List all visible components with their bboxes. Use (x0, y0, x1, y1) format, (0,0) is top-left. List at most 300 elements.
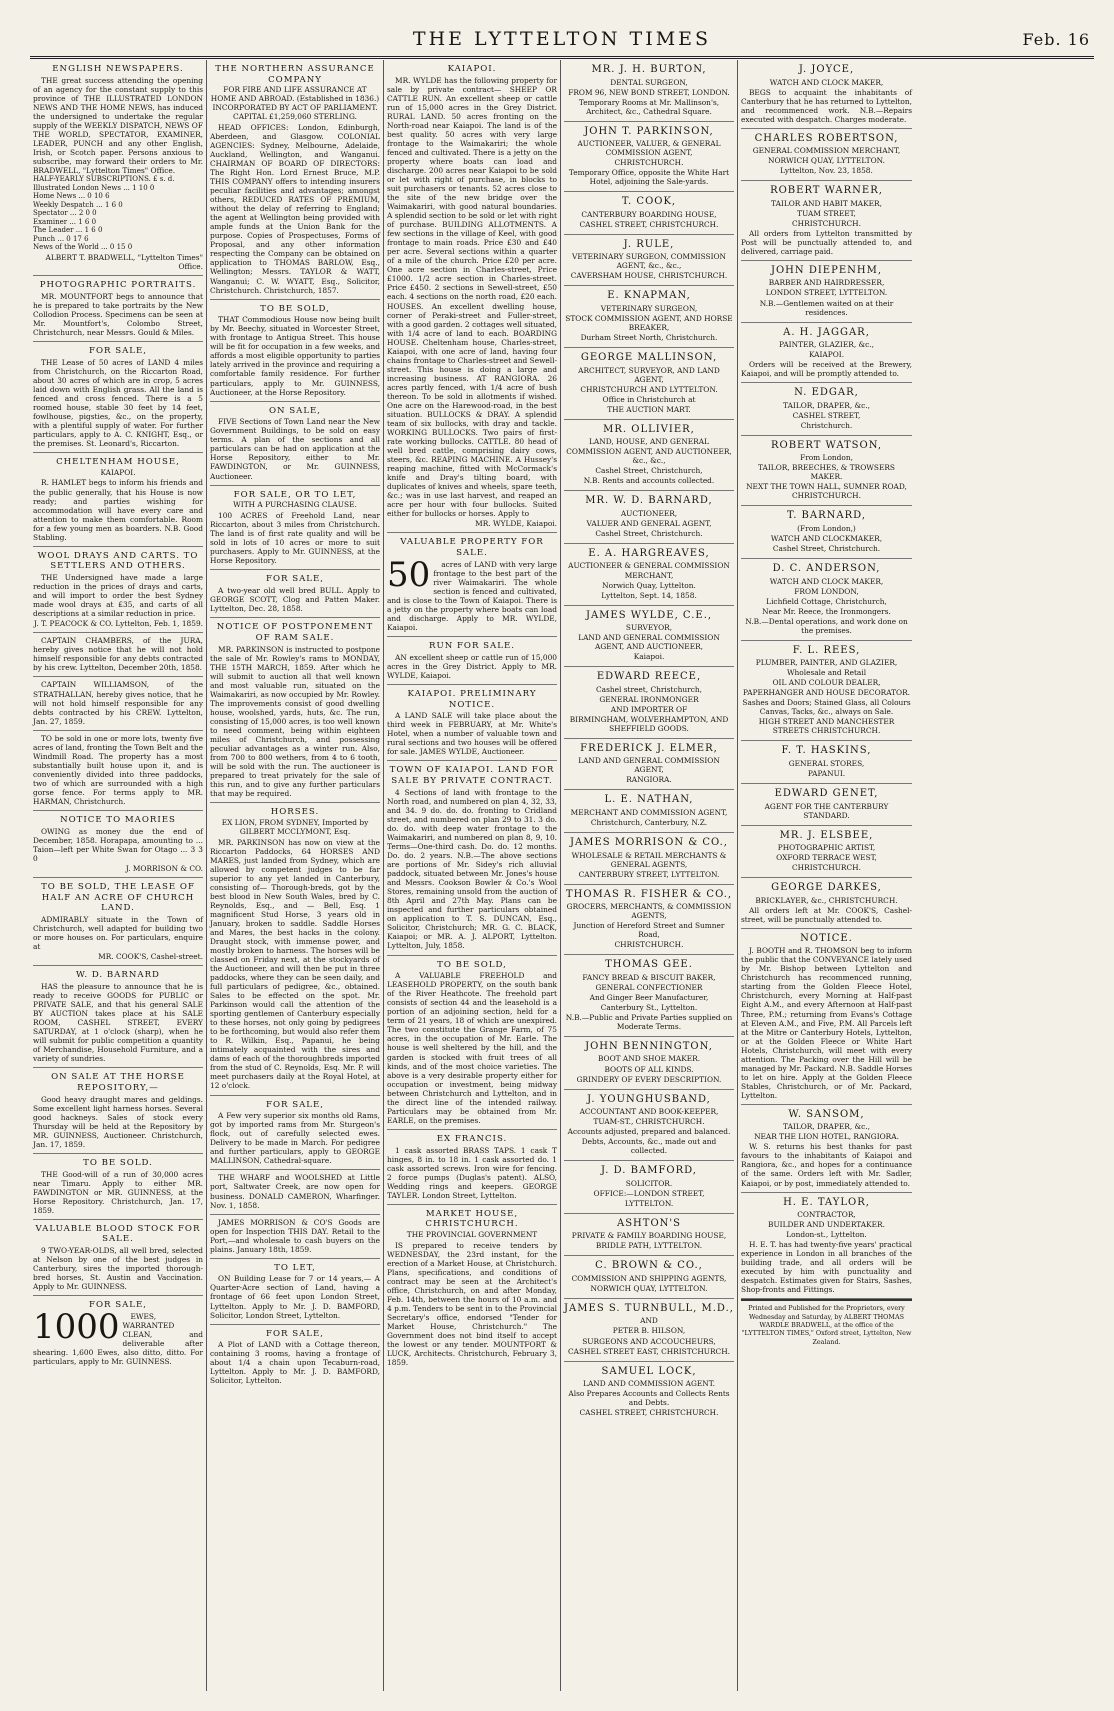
ad-heading: FOR SALE, (265, 1328, 324, 1339)
ad-signature: MR. COOK'S, Cashel-street. (98, 952, 203, 962)
business-line: CANTERBURY STREET, LYTTELTON. (578, 869, 720, 879)
ad-heading: TO LET, (274, 1262, 316, 1273)
subscription-rate: HALF-YEARLY SUBSCRIPTIONS. £ s. d. (33, 175, 175, 184)
business-line: LAND, HOUSE, AND GENERAL (588, 437, 709, 447)
business-card (564, 1214, 734, 1257)
ad-body: acres of LAND with very large frontage to the best part of the river Waimakariri. The whole section is fenced and cultivated, and is close to the Town of Kaiapoi. There is a jetty on the property where boats can load and discharge. Apply to MR. WYLDE, Kaiapoi. (387, 559, 557, 632)
business-line: TAILOR AND HABIT MAKER, (771, 198, 882, 208)
ad-body: OWING as money due the end of December, 1858. Horapapa, amounting to ... Taion—left per White Swan for Otago ... 3 3 0 (33, 826, 203, 863)
ad-body: MR. WYLDE has the following property for sale by private contract— SHEEP OR CATTLE RUN. An excellent sheep or cattle run of 15,000 acres in the Grey District. RURAL LAND. 50 acres fronting on the North-road near Kaiapoi. The land is of the best quality. 50 acres with very large frontage to the Waimakariri; the whole fenced and cultivated. There is a jetty on the property where boats can load and discharge. 200 acres near Kaiapoi to be sold or let with right of purchase, in blocks to suit purchasers or tenants. 52 acres close to the site of the new bridge over the Waimakariri, with good natural boundaries. A splendid section to be sold or let with right of purchase. BUILDING ALLOTMENTS. A few sections in the village of Keel, with good frontage to main roads. Price £30 and £40 per acre. Several sections within a quarter of a mile of the church. Price £20 per acre. One acre section in Charles-street, Price £1000. 1/2 acre section in Charles-street. Price £450. 2 sections in Sewell-street, £50 each. 4 sections on the north road, £20 each. HOUSES. An excellent dwelling house, corner of Peraki-street and Fuller-street, with a good garden. 2 cottages well situated, with 1/4 acre of land to each. BOARDING HOUSE. Cheltenham house, Charles-street, Kaiapoi, with one acre of land, having four chains frontage to Charles-street and Sewell-street. This house is doing a large and increasing business. AT RANGIORA. 26 acres partly fenced, with 1/4 acre of bush thereon. To be sold in allotments if wished. One acre on the Harewood-road, in the best situation. BULLOCKS & DRAY. A splendid team of six bullocks, with dray and tackle. WORKING BULLOCKS. Two pairs of first-rate working bullocks. CATTLE. 80 head of well bred cattle, comprising dairy cows, steers, &c. REAPING MACHINE. A Hussey's reaping machine, fitted with McCormack's knife and Dray's tilting board, with duplicates of knives and wheels, spare teeth, &c.; was in use last harvest, and reaped an acre per hour with four bullocks. Suited either for bullocks or horses. Apply to (387, 75, 557, 519)
newspaper-title: THE LYTTELTON TIMES (412, 28, 712, 50)
business-line: ARCHITECT, SURVEYOR, AND LAND AGENT, (578, 365, 720, 384)
advertisement (210, 1215, 380, 1259)
business-line: AUCTIONEER, (620, 508, 678, 518)
business-line: Temporary Office, opposite the White Hart Hotel, adjoining the Sale-yards. (568, 168, 730, 187)
advertisement (210, 60, 380, 300)
ad-subheading: KAIAPOI. (100, 467, 136, 477)
business-line: Christchurch. (800, 420, 853, 430)
business-line: NORWICH QUAY, LYTTELTON. (768, 156, 885, 166)
business-line: CHRISTCHURCH AND LYTTELTON. (580, 384, 718, 394)
business-line: OXFORD TERRACE WEST, (776, 853, 877, 863)
business-line: N.B.—Gentlemen waited on at their residences. (759, 298, 894, 317)
business-card (741, 826, 912, 879)
business-card (564, 1090, 734, 1162)
business-text: BEGS to acquaint the inhabitants of Canterbury that he has returned to Lyttelton, and recommenced work. N.B.—Repairs executed with despatch. Charges moderate. (741, 87, 912, 124)
business-line: NEXT THE TOWN HALL, SUMNER ROAD, CHRISTCHURCH. (746, 482, 907, 501)
business-line: BRICKLAYER, &c., CHRISTCHURCH. (755, 895, 898, 905)
ad-heading: NOTICE TO MAORIES (60, 814, 176, 825)
ad-body: EWES, WARRANTED CLEAN, and deliverable after shearing. 1,600 Ewes, also ditto, ditto. For particulars, apply to Mr. GUINNESS. (33, 1312, 203, 1367)
ad-subheading: WITH A PURCHASING CLAUSE. (233, 500, 357, 510)
ad-body: JAMES MORRISON & CO'S Goods are open for Inspection THIS DAY. Retail to the Port,—and wholesale to cash buyers on the plains. January 18th, 1859. (210, 1217, 380, 1254)
advertisement (387, 1130, 557, 1205)
business-line: CHRISTCHURCH. (614, 158, 684, 168)
business-line: London-st., Lyttelton. (786, 1230, 867, 1240)
ad-body: A VALUABLE FREEHOLD and LEASEHOLD PROPERTY, on the south bank of the River Heathcote. The freehold part consists of section 44 and the leasehold is a portion of an adjoining section, held for a term of 21 years, 18 of which are unexpired. The two constitute the Grange Farm, of 75 acres, in the occupation of Mr. Earle. The house is well sheltered by the hill, and the garden is stocked with fruit trees of all kinds, and of the most choice varieties. The above is a very desirable property either for occupation or investment, being midway between Christchurch and Lyttelton, and in the direct line of the intended railway. Particulars may be obtained from Mr. EARLE, on the premises. (387, 971, 557, 1125)
column-3 (384, 60, 561, 1691)
business-name: EDWARD GENET, (774, 788, 879, 800)
business-line: CAVERSHAM HOUSE, CHRISTCHURCH. (570, 271, 728, 281)
subscription-rate: Home News ... 0 10 6 (33, 192, 110, 201)
business-line: Cashel Street, Christchurch. (595, 528, 703, 538)
advertisement (387, 956, 557, 1130)
business-card (564, 420, 734, 492)
ad-body: THAT Commodious House now being built by Mr. Beechy, situated in Worcester Street, with frontage to Antigua Street. This house will be fit for occupation in a few weeks, and affords a most eligible opportunity to parties lately arrived in the province and requiring a comfortable family residence. For further particulars, apply to Mr. GUINNESS, Auctioneer, at the Horse Repository. (210, 315, 380, 397)
ad-heading: VALUABLE PROPERTY FOR SALE. (400, 537, 544, 559)
advertisement (210, 1325, 380, 1390)
business-line: Lyttelton, Nov. 23, 1858. (780, 166, 873, 176)
business-card (741, 641, 912, 742)
advertisement (33, 1296, 203, 1370)
ad-heading: EX FRANCIS. (436, 1133, 508, 1144)
ad-heading: ENGLISH NEWSPAPERS. (52, 64, 184, 74)
business-name: D. C. ANDERSON, (772, 563, 881, 575)
business-name: MR. OLLIVIER, (603, 423, 695, 435)
ad-subheading: EX LION, FROM SYDNEY, Imported by GILBERT MCCLYMONT, Esq. (221, 817, 369, 836)
business-card (564, 60, 734, 122)
business-line: TAILOR, BREECHES, & TROWSERS MAKER. (758, 463, 895, 482)
advertisement (33, 677, 203, 730)
ad-body: A Plot of LAND with a Cottage thereon, containing 3 rooms, having a frontage of about 1/4 a chain upon Tecaburn-road, Lyttelton. Apply to Mr. J. D. BAMFORD, Solicitor, Lyttelton. (210, 1340, 380, 1386)
ad-body: IS prepared to receive tenders by WEDNESDAY, the 23rd instant, for the erection of a Market House, at Christchurch. Plans, specifications, and conditions of contract may be seen at the Architect's office, Christchurch, on and after Monday, Feb. 14th, between the hours of 10 a.m. and 4 p.m. Tenders to be sent in to the Provincial Secretary's office, endorsed "Tender for Market House, Christchurch." The Government does not bind itself to accept the lowest or any tender. MOUNTFORT & LUCK, Architects. Christchurch, February 3, 1859. (387, 1241, 557, 1368)
business-card (741, 784, 912, 826)
business-text: All orders left at Mr. COOK'S, Cashel-street, will be punctually attended to. (741, 905, 912, 924)
advertisement (387, 1205, 557, 1372)
business-line: CONTRACTOR, (797, 1210, 856, 1220)
advertisement (387, 533, 557, 637)
ad-body: CAPTAIN WILLIAMSON, of the STRATHALLAN, hereby gives notice, that he will not hold himself responsible for any debts contracted by his CREW. Lyttelton, Jan. 27, 1859. (33, 680, 203, 726)
business-line: OFFICE:—LONDON STREET, (593, 1188, 705, 1198)
masthead (30, 22, 1094, 59)
business-line: VETERINARY SURGEON, (600, 303, 698, 313)
ad-subheading: FOR FIRE AND LIFE ASSURANCE AT HOME AND ABROAD. (Established in 1836.) INCORPORATED BY ACT OF PARLIAMENT. CAPITAL £1,259,060 STERLING. (210, 85, 380, 122)
business-line: BOOTS OF ALL KINDS. (604, 1064, 694, 1074)
business-line: N.B.—Dental operations, and work done on the premises. (745, 616, 908, 635)
printers-imprint: Printed and Published for the Proprietors, every Wednesday and Saturday, by ALBERT THOMAS WARDLE BRADWELL, at the office of the "LYTTELTON TIMES," Oxford street, Lyttelton, New Zealand. (741, 1299, 912, 1346)
business-card (564, 1037, 734, 1090)
business-line: CASHEL STREET EAST, CHRISTCHURCH. (567, 1346, 731, 1356)
business-name: E. KNAPMAN, (607, 290, 691, 302)
advertisement (210, 402, 380, 486)
ad-body: 100 ACRES of Freehold Land, near Riccarton, about 3 miles from Christchurch. The land is of first rate quality and will be sold in lots of 10 acres or more to suit purchasers. Apply to Mr. GUINNESS, at the Horse Repository. (210, 511, 380, 566)
business-line: STOCK COMMISSION AGENT, AND HORSE BREAKER, (565, 313, 733, 332)
business-line: Wholesale and Retail (786, 668, 867, 678)
business-line: GRINDERY OF EVERY DESCRIPTION. (576, 1074, 722, 1084)
column-5 (738, 60, 915, 1691)
business-line: VALUER AND GENERAL AGENT, (586, 518, 712, 528)
business-card (564, 286, 734, 348)
business-line: Sashes and Doors; Stained Glass, all Colours Canvas, Tacks, &c., always on Sale. (742, 698, 911, 717)
business-line: BRIDLE PATH, LYTTELTON. (595, 1241, 703, 1251)
ad-signature: ALBERT T. BRADWELL, "Lyttelton Times" Office. (45, 252, 203, 271)
business-line: (From London,) (797, 523, 856, 533)
business-line: GENERAL STORES, (788, 758, 865, 768)
ad-body: THE WHARF and WOOLSHED at Little port, Saltwater Creek, are now open for business. DONALD CAMERON, Wharfinger. Nov. 1, 1858. (210, 1173, 380, 1210)
ad-body: THE Undersigned have made a large reduction in the prices of drays and carts, and will import to order the best Sydney made wool drays at £35, and carts of all descriptions at a similar reduction in price. (33, 573, 203, 619)
business-line: AUCTIONEER, VALUER, & GENERAL COMMISSION AGENT, (577, 139, 721, 158)
business-line: Kaiapoi. (633, 652, 665, 662)
business-line: NORWICH QUAY, LYTTELTON. (590, 1283, 708, 1293)
advertisement (33, 60, 203, 276)
business-text: All orders from Lyttelton transmitted by Post will be punctually attended to, and delivered, carriage paid. (741, 228, 912, 256)
business-line: AND (640, 1316, 658, 1326)
business-line: CHRISTCHURCH. (792, 218, 861, 228)
business-card (564, 491, 734, 544)
ad-body: ADMIRABLY situate in the Town of Christchurch, well adapted for building two or more houses on. For particulars, enquire at (33, 914, 203, 952)
issue-date: Feb. 16 (1022, 30, 1090, 49)
business-line: Durham Street North, Christchurch. (580, 333, 718, 343)
business-line: PAPERHANGER AND HOUSE DECORATOR. (742, 688, 911, 698)
business-card (564, 739, 734, 791)
business-line: DENTAL SURGEON, (610, 77, 688, 87)
ad-body: FIVE Sections of Town Land near the New Government Buildings, to be sold on easy terms. A plan of the sections and all particulars can be had on application at the Horse Repository, either to Mr. FAWDINGTON, or Mr. GUINNESS, Auctioneer. (210, 417, 380, 481)
ad-large-figure: 50 (387, 554, 431, 595)
business-line: AUCTIONEER & GENERAL COMMISSION MERCHANT, (568, 561, 730, 580)
business-name: MR. J. ELSBEE, (779, 829, 874, 841)
business-line: SURVEYOR, (625, 623, 673, 633)
advertisement (33, 633, 203, 677)
ad-heading: FOR SALE, (88, 1300, 147, 1311)
ad-signature: J. MORRISON & CO. (125, 863, 203, 873)
ad-subheading: THE PROVINCIAL GOVERNMENT (406, 1230, 538, 1240)
advertisement (387, 761, 557, 955)
business-name: CHARLES ROBERTSON, (754, 132, 899, 144)
business-name: C. BROWN & CO., (595, 1260, 703, 1272)
business-line: Near Mr. Reece, the Ironmongers. (762, 606, 891, 616)
business-line: CANTERBURY BOARDING HOUSE, (581, 209, 717, 219)
business-card (564, 885, 734, 956)
business-line: Canterbury St., Lyttelton. (600, 1002, 698, 1012)
ad-heading: FOR SALE, (265, 574, 324, 585)
advertisement (33, 811, 203, 878)
ad-heading: PHOTOGRAPHIC PORTRAITS. (39, 279, 197, 290)
business-line: CHRISTCHURCH. (614, 940, 684, 950)
business-card (564, 544, 734, 606)
ad-body: 9 TWO-YEAR-OLDS, all well bred, selected at Nelson by one of the best judges in Canterbury, sires the imported thorough-bred horses, St. Austin and Vaccination. Apply to Mr. GUINNESS. (33, 1246, 203, 1292)
business-line: And Ginger Beer Manufacturer, (589, 992, 709, 1002)
business-text: H. E. T. has had twenty-five years' practical experience in London in all branches of the building trade, and all orders will be executed by him with punctuality and despatch. Estimates given for Stairs, Sashes, Shop-fronts and Fittings. (741, 1240, 912, 1295)
business-card (564, 122, 734, 193)
business-line: PLUMBER, PAINTER, AND GLAZIER, (755, 658, 898, 668)
business-line: FROM 96, NEW BOND STREET, LONDON. (568, 87, 730, 97)
advertisement (33, 342, 203, 453)
subscription-rate: Illustrated London News ... 1 10 0 (33, 183, 155, 192)
business-line: BARBER AND HAIRDRESSER, (768, 278, 885, 288)
advertisement (33, 1068, 203, 1154)
advertisement (387, 60, 557, 533)
business-line: Cashel Street, Christchurch, (595, 466, 703, 476)
subscription-rate: News of the World ... 0 15 0 (33, 243, 133, 252)
ad-signature: MR. WYLDE, Kaiapoi. (475, 519, 557, 529)
ad-heading: NOTICE OF POSTPONEMENT OF RAM SALE. (216, 622, 374, 643)
business-name: J. JOYCE, (798, 64, 855, 75)
business-name: A. H. JAGGAR, (783, 326, 870, 338)
business-card (741, 383, 912, 436)
business-card (564, 1299, 734, 1362)
subscription-rate: Spectator ... 2 0 0 (33, 209, 97, 218)
business-name: ROBERT WATSON, (770, 439, 883, 451)
business-line: TUAM-ST., CHRISTCHURCH. (593, 1117, 705, 1127)
business-line: WATCH AND CLOCK MAKER, (769, 77, 884, 87)
ad-body: THE Good-will of a run of 30,000 acres near Timaru. Apply to either MR. FAWDINGTON or MR. GUINNESS, at the Horse Repository. Christchurch, Jan. 17, 1859. (33, 1169, 203, 1215)
business-name: SAMUEL LOCK, (601, 1365, 697, 1377)
ad-heading: ON SALE, (268, 405, 322, 416)
business-line: Also Prepares Accounts and Collects Rents and Debts. (568, 1389, 730, 1408)
ad-body: ON Building Lease for 7 or 14 years,— A Quarter-Acre section of Land, having a frontage of 66 feet upon London Street, Lyttelton. Apply to Mr. J. D. BAMFORD, Solicitor, London Street, Lyttelton. (210, 1274, 380, 1320)
advertisement (210, 486, 380, 571)
ad-body: MR. MOUNTFORT begs to announce that he is prepared to take portraits by the New Collodion Process. Specimens can be seen at Mr. Mountfort's, Colombo Street, Christchurch, near Messrs. Gould & Miles. (33, 291, 203, 337)
advertisement (33, 1154, 203, 1220)
business-line: HIGH STREET AND MANCHESTER STREETS CHRISTCHURCH. (758, 717, 895, 736)
business-line: FANCY BREAD & BISCUIT BAKER, (582, 972, 716, 982)
business-name: JOHN BENNINGTON, (585, 1040, 713, 1052)
business-line: Junction of Hereford Street and Sumner Road, (573, 921, 725, 940)
business-line: FROM LONDON, (794, 586, 859, 596)
ad-heading: TO BE SOLD, (260, 303, 330, 314)
ad-body: CAPTAIN CHAMBERS, of the JURA, hereby gives notice that he will not hold himself responsible for any debts contracted by his crew. Lyttelton, December 20th, 1858. (33, 636, 203, 673)
business-card (564, 1161, 734, 1214)
ad-heading: WOOL DRAYS AND CARTS. TO SETTLERS AND OTHERS. (37, 550, 199, 572)
business-name: H. E. TAYLOR, (783, 1196, 870, 1208)
business-text: W. S. returns his best thanks for past favours to the inhabitants of Kaiapoi and Rangiora, &c., and hopes for a continuance of the same. Orders left with Mr. Sadler, Kaiapoi, or by post, immediately attended to. (741, 1142, 912, 1188)
ad-heading: FOR SALE, OR TO LET, (233, 489, 357, 500)
business-line: THE AUCTION MART. (607, 404, 691, 414)
column-2 (207, 60, 384, 1691)
business-name: NOTICE. (800, 932, 853, 944)
column-4 (561, 60, 738, 1691)
business-line: Cashel street, Christchurch, (596, 684, 702, 694)
advertisement (210, 618, 380, 803)
business-line: CHRISTCHURCH. (792, 863, 861, 873)
business-name: T. COOK, (621, 196, 677, 208)
business-name: ROBERT WARNER, (770, 185, 883, 197)
ad-body: MR. PARKINSON has now on view at the Riccarton Paddocks, 64 HORSES AND MARES, just landed from Sydney, which are allowed by competent judges to be far superior to any yet landed in Canterbury, consisting of— Thorough-breds, got by the best blood in New South Wales, bred by C. Reynolds, Esq., and — Bell, Esq. 1 magnificent Stud Horse, 3 years old in January, broken to saddle. Saddle Horses and Mares, the best hacks in the colony. Draught stock, with immense power, and mostly broken to harness. The horses will be classed on Friday next, at the stockyards of the Auctioneer, and will then be put in three paddocks, where they can be seen daily, and full particulars of pedigree, &c., obtained. Sales to be effected on the spot. Mr. Parkinson would call the attention of the sporting gentlemen of Canterbury especially to these horses, not only going by pedigrees to be forthcoming, but would also refer them to R. Wilkin, Esq., Papanui, he being intimately acquainted with the sires and dams of each of the thoroughbreds imported from the stud of C. Reynolds, Esq. Mr. P. will meet purchasers daily at the Royal Hotel, at 12 o'clock. (210, 837, 380, 1091)
business-card (741, 506, 912, 559)
business-line: N.B.—Public and Private Parties supplied on Moderate Terms. (565, 1012, 733, 1031)
advertisement (210, 300, 380, 402)
business-card (564, 955, 734, 1037)
business-name: N. EDGAR, (794, 387, 859, 399)
business-card (741, 1105, 912, 1193)
business-line: WATCH AND CLOCK MAKER, (769, 576, 884, 586)
ad-body: R. HAMLET begs to inform his friends and the public generally, that his House is now ready; and parties wishing for accommodation will have every care and attention to make them comfortable. Room for a few young men as boarders. N.B. Good Stabling. (33, 478, 203, 542)
business-line: Norwich Quay, Lyttelton. (602, 580, 696, 590)
business-line: CASHEL STREET, CHRISTCHURCH. (579, 1408, 719, 1418)
business-line: BIRMINGHAM, WOLVERHAMPTON, AND SHEFFIELD GOODS. (569, 714, 729, 733)
business-name: THOMAS R. FISHER & CO., (565, 888, 733, 900)
advertisement (33, 1220, 203, 1297)
business-name: MR. J. H. BURTON, (591, 64, 707, 75)
advertisement (33, 966, 203, 1068)
ad-heading: CHELTENHAM HOUSE, (56, 456, 180, 467)
business-name: JAMES WYLDE, C.E., (585, 609, 713, 621)
advertisement (210, 570, 380, 618)
business-name: J. D. BAMFORD, (601, 1165, 697, 1177)
business-card (741, 436, 912, 507)
business-name: T. BARNARD, (787, 510, 866, 522)
business-line: GENERAL CONFECTIONER (595, 982, 703, 992)
advertisement (33, 547, 203, 634)
business-name: ASHTON'S (616, 1217, 681, 1229)
business-name: GEORGE MALLINSON, (580, 352, 718, 364)
business-line: COMMISSION AGENT, AND AUCTIONEER, &c., &c., (566, 447, 732, 466)
business-line: Debts, Accounts, &c., made out and collected. (581, 1137, 717, 1156)
ad-heading: FOR SALE, (265, 1099, 324, 1110)
ad-heading: KAIAPOI. (447, 64, 497, 74)
business-card (564, 1362, 734, 1423)
advertisement (210, 1259, 380, 1325)
business-card (564, 192, 734, 235)
business-name: FREDERICK J. ELMER, (580, 742, 718, 754)
ad-body: A LAND SALE will take place about the third week in FEBRUARY, at Mr. White's Hotel, when a number of valuable town and rural sections and two houses will be offered for sale. JAMES WYLDE, Auctioneer. (387, 711, 557, 757)
business-card (564, 667, 734, 739)
business-line: PAINTER, GLAZIER, &c., (779, 340, 874, 350)
business-text: Orders will be received at the Brewery, Kaiapoi, and will be promptly attended to. (741, 360, 912, 379)
business-card (741, 181, 912, 261)
business-card (741, 929, 912, 1105)
ad-body: MR. PARKINSON is instructed to postpone the sale of Mr. Rowley's rams to MONDAY, THE 15TH MARCH, 1859. After which he will submit to auction all that well known and most valuable run, situated on the Waimakariri, as now occupied by Mr. Rowley. The improvements consist of good dwelling house, woolshed, yards, huts, &c. The run, consisting of 15,000 acres, is too well known to need comment, being within eighteen miles of Christchurch, and possessing peculiar advantages as a winter run. Also, from 700 to 800 wethers, from 4 to 6 tooth, will be sold with the run. The auctioneer is prepared to treat privately for the sale of this run, and to give any further particulars that may be required. (210, 644, 380, 799)
business-line: Cashel Street, Christchurch. (772, 544, 881, 553)
business-card (741, 129, 912, 182)
business-line: GENERAL IRONMONGER (599, 694, 699, 704)
subscription-rate: Weekly Despatch ... 1 6 0 (33, 200, 123, 209)
ad-body: HEAD OFFICES: London, Edinburgh, Aberdeen, and Glasgow. COLONIAL AGENCIES: Sydney, Melbourne, Adelaide, Auckland, Wellington, and Wanganui. CHAIRMAN OF BOARD OF DIRECTORS: The Right Hon. Lord Ernest Bruce, M.P. THIS COMPANY offers to intending insurers peculiar facilities and advantages; amongst others, REDUCED RATES OF PREMIUM, without the delay of referring to England; the agent at Wellington being provided with ample funds at the Union Bank for the purpose. Copies of Prospectuses, Forms of Proposal, and any other information respecting the Company can be obtained on application to THOMAS BARLOW, Esq., Wellington; Messrs. TAYLOR & WATT, Wanganui; C. W. WYATT, Esq., Solicitor, Christchurch. Christchurch, 1857. (210, 122, 380, 295)
business-card (564, 833, 734, 885)
business-name: JAMES S. TURNBULL, M.D., (564, 1302, 734, 1314)
advertisement (210, 1096, 380, 1171)
business-name: F. T. HASKINS, (781, 745, 872, 757)
business-line: PAPANUI. (807, 769, 846, 778)
business-line: TAILOR, DRAPER, &c., (783, 1122, 870, 1132)
ad-heading: VALUABLE BLOOD STOCK FOR SALE. (35, 1223, 201, 1245)
business-name: JOHN T. PARKINSON, (584, 125, 714, 137)
business-name: JOHN DIEPENHM, (770, 264, 883, 276)
advertisement (33, 878, 203, 966)
business-line: Office in Christchurch at (602, 394, 696, 404)
business-name: THOMAS GEE. (605, 959, 693, 971)
business-line: LAND AND GENERAL COMMISSION AGENT, (578, 756, 720, 775)
ad-body: 1 cask assorted BRASS TAPS. 1 cask T hinges, 8 in. to 18 in. 1 cask assorted do. 1 cask assorted screws. Iron wire for fencing. 2 force pumps (Duglas's patent). ALSO, Wedding rings and keepers. GEORGE TAYLER. London Street, Lyttelton. (387, 1145, 557, 1200)
ad-heading: FOR SALE, (88, 345, 147, 356)
business-line: N.B. Rents and accounts collected. (583, 476, 715, 486)
ad-large-figure: 1000 (33, 1307, 120, 1348)
advertisement (33, 453, 203, 547)
business-line: COMMISSION AND SHIPPING AGENTS, (571, 1273, 727, 1283)
business-line: Christchurch, Canterbury, N.Z. (590, 818, 708, 827)
business-card (564, 606, 734, 668)
business-line: NEAR THE LION HOTEL, RANGIORA. (754, 1132, 899, 1142)
business-card (741, 261, 912, 323)
business-line: SOLICITOR. (625, 1178, 673, 1188)
ad-heading: RUN FOR SALE. (429, 641, 515, 652)
business-card (741, 60, 912, 129)
subscription-rate: Examiner ... 1 6 0 (33, 217, 97, 226)
ad-body: A two-year old well bred BULL. Apply to GEORGE SCOTT, Clog and Patten Maker. Lyttelton, Dec. 28, 1858. (210, 586, 380, 614)
ad-heading: HORSES. (270, 807, 320, 818)
business-line: AGENT FOR THE CANTERBURY STANDARD. (764, 801, 889, 820)
advertisement (210, 1170, 380, 1214)
business-card (741, 878, 912, 929)
business-line: PHOTOGRAPHIC ARTIST, (777, 843, 876, 853)
advertisement (387, 637, 557, 685)
ad-heading: TO BE SOLD, (437, 959, 507, 970)
business-line: Accounts adjusted, prepared and balanced. (567, 1127, 731, 1137)
columns (30, 60, 1094, 1691)
ad-heading: W. D. BARNARD (76, 970, 160, 981)
business-line: TAILOR, DRAPER, &c., (783, 400, 870, 410)
business-line: GENERAL COMMISSION MERCHANT, (752, 146, 901, 156)
business-name: EDWARD REECE, (596, 671, 702, 683)
ad-body: THE Lease of 50 acres of LAND 4 miles from Christchurch, on the Riccarton Road, about 30 acres of which are in crop, 5 acres laid down with English grass. All the land is fenced and cross fenced. There is a 5 roomed house, stable 30 feet by 14 feet, fowlhouse, pigsties, &c., on the property, with a plentiful supply of water. For further particulars, apply to A. C. KNIGHT, Esq., or the premises. St. Leonard's, Riccarton. (33, 357, 203, 448)
ad-heading: KAIAPOI. PRELIMINARY NOTICE. (407, 688, 537, 710)
ad-body: AN excellent sheep or cattle run of 15,000 acres in the Grey District. Apply to MR. WYLDE, Kaiapoi. (387, 652, 557, 680)
business-card (741, 323, 912, 384)
ad-body: A Few very superior six months old Rams, got by imported rams from Mr. Sturgeon's flock, out of carefully selected ewes. Delivery to be made in March. For pedigree and further particulars, apply to GEORGE MALLINSON, Cathedral-square. (210, 1111, 380, 1166)
column-1 (30, 60, 207, 1691)
business-line: AND IMPORTER OF (610, 704, 688, 714)
business-card (564, 790, 734, 833)
ad-body: 4 Sections of land with frontage to the North road, and numbered on plan 4, 32, 33, and 34. 9 do. do. do. fronting to Cridland street, and numbered on plan 29 to 31. 3 do. do. do. with deep water frontage to the Waimakariri, and numbered on plan 8, 9, 10. Terms—One-third cash. Do. do. 12 months. Do. do. 2 years. N.B.—The above sections are portions of Mr. Sidey's rich alluvial paddock, situated between Mr. Jones's house and Messrs. Cookson Bowler & Co.'s Wool Stores, remaining unsold from the auction of 8th April and 27th May. Plans can be inspected and further particulars obtained on application to T. S. DUNCAN, Esq., Solicitor, Christchurch; MR. G. C. BLACK, Kaiapoi; or MR. A. J. ALPORT, Lyttelton. Lyttelton, July, 1858. (387, 787, 557, 951)
business-line: VETERINARY SURGEON, COMMISSION AGENT, &c., &c., (571, 252, 727, 271)
business-line: BOOT AND SHOE MAKER. (597, 1054, 701, 1064)
ad-body: HAS the pleasure to announce that he is ready to receive GOODS for PUBLIC or PRIVATE SALE, and that his general SALE BY AUCTION takes place at his SALE ROOM, CASHEL STREET, EVERY SATURDAY, at 1 o'clock (sharp), when he will submit for public competition a quantity of Merchandise, Household Furniture, and a variety of sundries. (33, 981, 203, 1064)
business-name: JAMES MORRISON & CO., (570, 837, 728, 849)
advertisement (33, 276, 203, 342)
business-line: LONDON STREET, LYTTELTON. (765, 288, 888, 298)
ad-heading: TOWN OF KAIAPOI. LAND FOR SALE BY PRIVATE CONTRACT. (389, 765, 555, 787)
advertisement (33, 731, 203, 811)
business-line: LAND AND COMMISSION AGENT. (583, 1379, 715, 1389)
subscription-rate: Punch ... 0 17 6 (33, 234, 89, 243)
business-line: OIL AND COLOUR DEALER, (772, 678, 881, 688)
business-line: Temporary Rooms at Mr. Mallinson's, Architect, &c., Cathedral Square. (578, 97, 720, 116)
business-line: Lyttelton, Sept. 14, 1858. (601, 590, 697, 600)
business-card (564, 348, 734, 420)
business-card (564, 1256, 734, 1299)
ad-heading: TO BE SOLD. (83, 1157, 153, 1168)
business-name: W. SANSOM, (788, 1108, 865, 1120)
business-line: PETER B. HILSON, (612, 1326, 686, 1336)
ad-body: TO be sold in one or more lots, twenty five acres of land, fronting the Town Belt and the Windmill Road. The property has a most substantially built house upon it, and is conveniently divided into three paddocks, two of which are surrounded with a high gorse fence. For terms apply to MR. HARMAN, Christchurch. (33, 733, 203, 806)
business-line: SURGEONS AND ACCOUCHEURS, (582, 1336, 716, 1346)
business-line: CASHEL STREET, CHRISTCHURCH. (579, 219, 719, 229)
business-line: ACCOUNTANT AND BOOK-KEEPER, (579, 1107, 719, 1117)
business-line: WATCH AND CLOCKMAKER, (770, 533, 883, 543)
business-line: LYTTELTON. (624, 1198, 674, 1208)
business-name: F. L. REES, (792, 644, 861, 656)
business-line: PRIVATE & FAMILY BOARDING HOUSE, (571, 1231, 727, 1241)
business-name: L. E. NATHAN, (604, 794, 694, 806)
